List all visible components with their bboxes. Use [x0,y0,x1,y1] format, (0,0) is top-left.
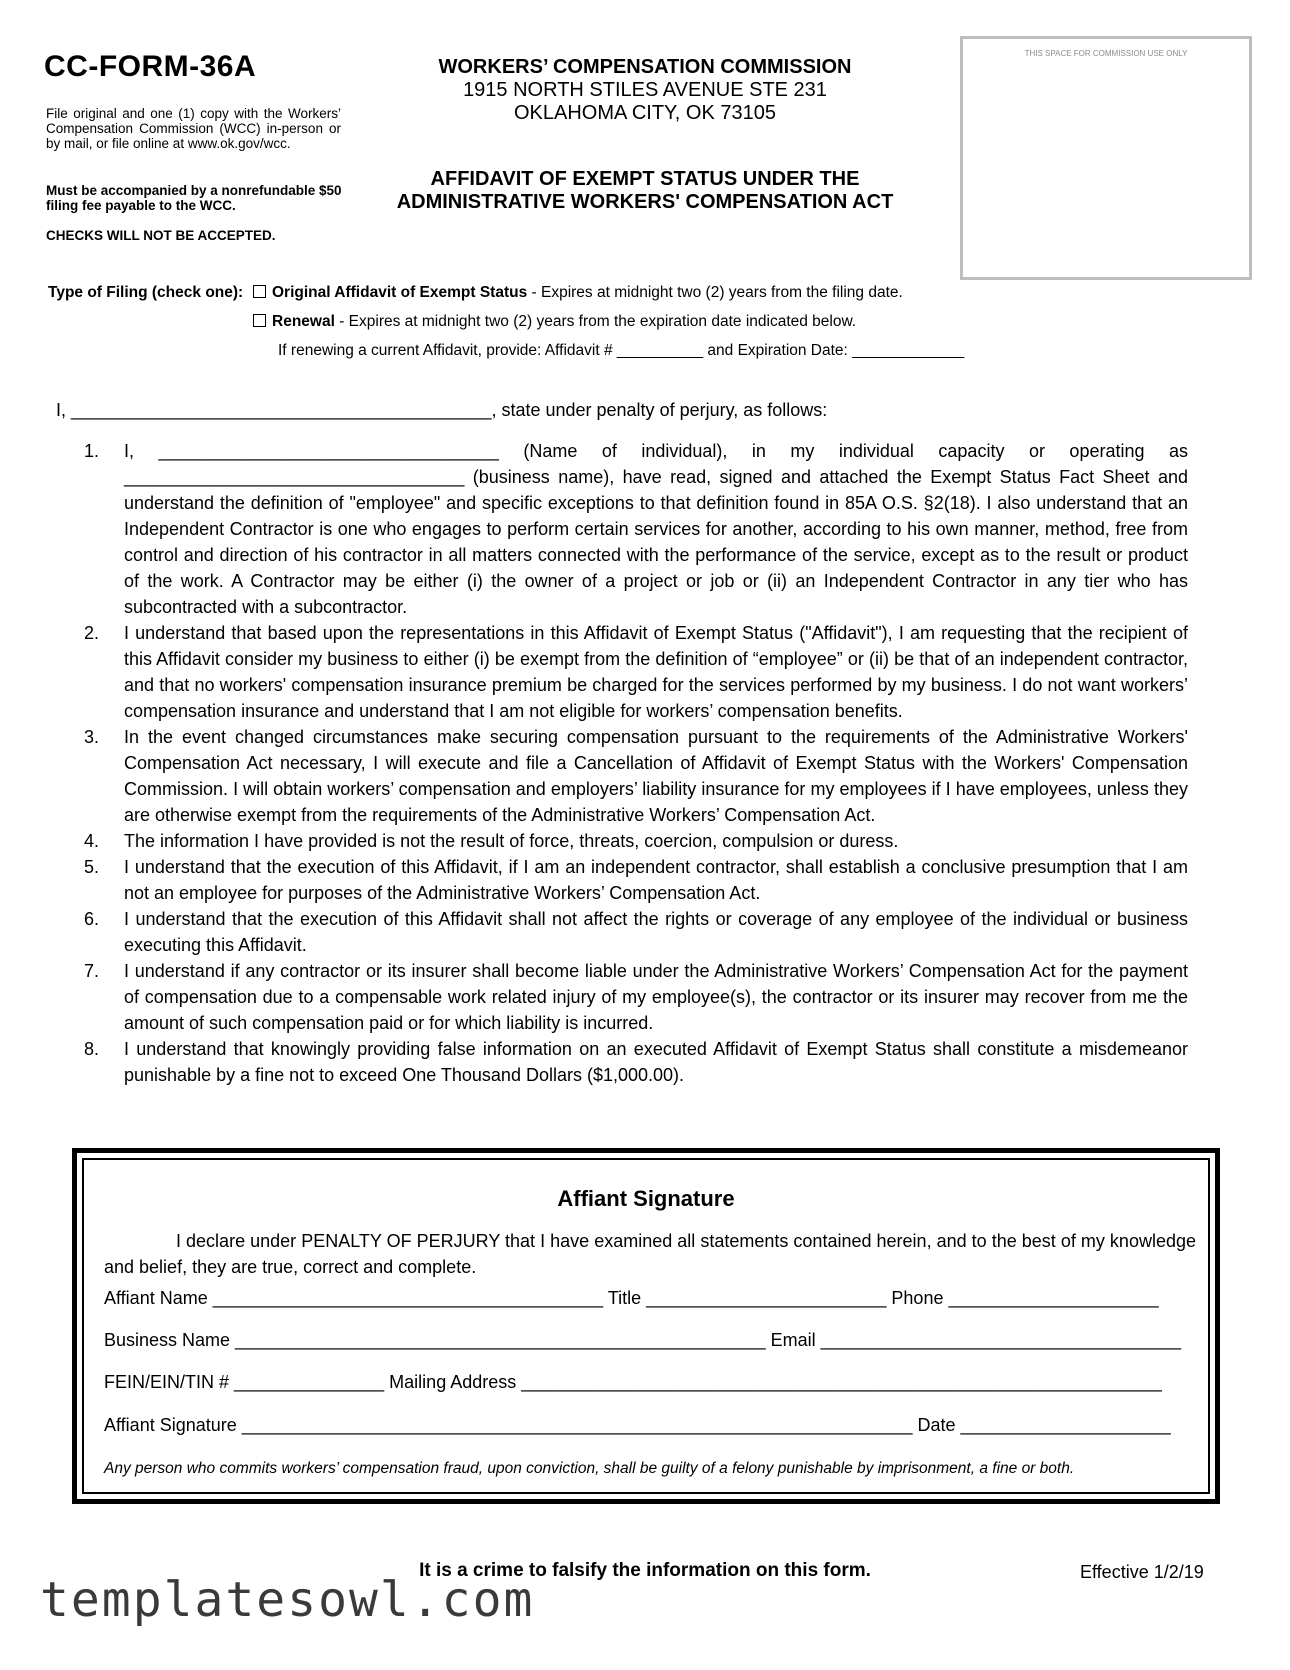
statement-item [84,724,1188,828]
renewal-details-line [48,336,1048,365]
signature-box [72,1148,1220,1504]
affiant-signature-date-fields[interactable]: Affiant Signature ___________________________________________________________________ Date _____________________ [104,1415,1171,1435]
agency-name: WORKERS’ COMPENSATION COMMISSION [438,56,852,78]
agency-address-line-2: OKLAHOMA CITY, OK 73105 [514,102,776,124]
affiant-name-title-phone-fields[interactable]: Affiant Name _______________________________________ Title ________________________ Phone _____________________ [104,1288,1159,1308]
item-number: 6. [84,909,100,929]
agency-address-line-1: 1915 NORTH STILES AVENUE STE 231 [463,79,827,101]
item-7-text: I understand if any contractor or its insurer shall become liable under the Administrative Workers’ Compensation Act for the payment of compensation due to a compensable work related injury of my employee(s), the contractor or its insurer may recover from me the amount of such compensation paid or for which liability is incurred. [124,961,1188,1033]
perjury-declaration: I declare under PENALTY OF PERJURY that I have examined all statements contained herein, and to the best of my knowledge and belief, they are true, correct and complete. [104,1231,1196,1277]
filing-type-label: Type of Filing (check one): [48,284,244,301]
effective-date: Effective 1/2/19 [1080,1562,1204,1582]
item-4-text: The information I have provided is not the result of force, threats, coercion, compulsion or duress. [124,831,899,851]
statement-item [84,958,1188,1036]
watermark: templatesowl.com [40,1572,535,1628]
checks-note: CHECKS WILL NOT BE ACCEPTED. [46,228,276,243]
renewal-details-text[interactable]: If renewing a current Affidavit, provide: Affidavit # __________ and Expiration Date: _____________ [278,342,965,359]
item-number: 8. [84,1039,100,1059]
statement-item [84,854,1188,906]
item-number: 3. [84,727,100,747]
item-number: 4. [84,831,100,851]
item-number: 2. [84,623,100,643]
form-title-line-2: ADMINISTRATIVE WORKERS' COMPENSATION ACT [396,191,894,213]
form-id: CC-FORM-36A [44,50,257,83]
filing-option-original [48,278,1048,307]
form-title [360,168,930,214]
original-option-name: Original Affidavit of Exempt Status [272,284,528,301]
affiant-intro-line[interactable]: I, __________________________________________, state under penalty of perjury, as follows: [56,400,828,420]
fein-mailing-address-fields[interactable]: FEIN/EIN/TIN # _______________ Mailing Address ________________________________________________________________ [104,1372,1162,1392]
signature-box-inner [82,1158,1210,1494]
statement-item [84,620,1188,724]
item-number: 5. [84,857,100,877]
item-8-text: I understand that knowingly providing false information on an executed Affidavit of Exempt Status shall constitute a misdemeanor punishable by a fine not to exceed One Thousand Dollars ($1,000.00). [124,1039,1188,1085]
statement-item [84,906,1188,958]
item-1-text[interactable]: __________________________________ (business name), have read, signed and attached the Exempt Status Fact Sheet and understand the definition of "employee" and specific exceptions to that definition found in 85A O.S. §2(18). I also understand that an Independent Contractor is one who engages to perform certain services for another, according to his own manner, method, free from control and direction of his contractor in all matters connected with the performance of the service, except as to the result or product of the work. A Contractor may be either (i) the owner of a project or job or (ii) an Independent Contractor in any tier who has subcontracted with a subcontractor. [124,467,1188,617]
statement-item [84,438,1188,620]
agency-block [360,55,930,125]
item-number: 1. [84,441,100,461]
signature-title: Affiant Signature [557,1186,735,1211]
affidavit-statements [84,438,1188,1088]
filing-type-section [48,278,1048,365]
statement-item [84,1036,1188,1088]
commission-use-label: THIS SPACE FOR COMMISSION USE ONLY [1024,49,1188,58]
business-name-email-fields[interactable]: Business Name _____________________________________________________ Email ____________________________________ [104,1330,1182,1350]
item-2-text: I understand that based upon the representations in this Affidavit of Exempt Status ("Affidavit"), I am requesting that the recipient of this Affidavit consider my business to either (i) be exempt from the definition of “employee” or (ii) be that of an independent contractor, and that no workers' compensation insurance premium be charged for the services performed by my business. I do not want workers’ compensation insurance and understand that I am not eligible for workers’ compensation benefits. [124,623,1188,721]
original-checkbox[interactable] [253,285,266,298]
statement-item [84,828,1188,854]
fraud-warning: Any person who commits workers’ compensation fraud, upon conviction, shall be guilty of a felony punishable by imprisonment, a fine or both. [104,1460,1075,1477]
original-option-desc: - Expires at midnight two (2) years from the filing date. [527,284,903,301]
item-5-text: I understand that the execution of this Affidavit, if I am an independent contractor, shall establish a conclusive presumption that I am not an employee for purposes of the Administrative Workers’ Compensation Act. [124,857,1188,903]
filing-instructions: File original and one (1) copy with the Workers’ Compensation Commission (WCC) in-person or by mail, or file online at www.ok.gov/wcc. [46,106,341,151]
item-3-text: In the event changed circumstances make securing compensation pursuant to the requirements of the Administrative Workers' Compensation Act necessary, I will execute and file a Cancellation of Affidavit of Exempt Status with the Workers' Compensation Commission. I will obtain workers’ compensation and employers’ liability insurance for my employees if I have employees, unless they are otherwise exempt from the requirements of the Administrative Workers’ Compensation Act. [124,727,1188,825]
crime-warning: It is a crime to falsify the information on this form. [419,1560,871,1581]
fee-note: Must be accompanied by a nonrefundable $50 filing fee payable to the WCC. [46,183,342,213]
item-number: 7. [84,961,100,981]
renewal-option-desc: - Expires at midnight two (2) years from the expiration date indicated below. [334,313,857,330]
commission-use-box [960,36,1252,280]
renewal-option-name: Renewal [272,313,335,330]
item-1-first-line[interactable]: I, __________________________________ (Name of individual), in my individual capacity or operating as [124,441,1188,461]
item-6-text: I understand that the execution of this Affidavit shall not affect the rights or coverage of any employee of the individual or business executing this Affidavit. [124,909,1188,955]
form-title-line-1: AFFIDAVIT OF EXEMPT STATUS UNDER THE [430,168,860,190]
renewal-checkbox[interactable] [253,314,266,327]
filing-option-renewal [48,307,1048,336]
